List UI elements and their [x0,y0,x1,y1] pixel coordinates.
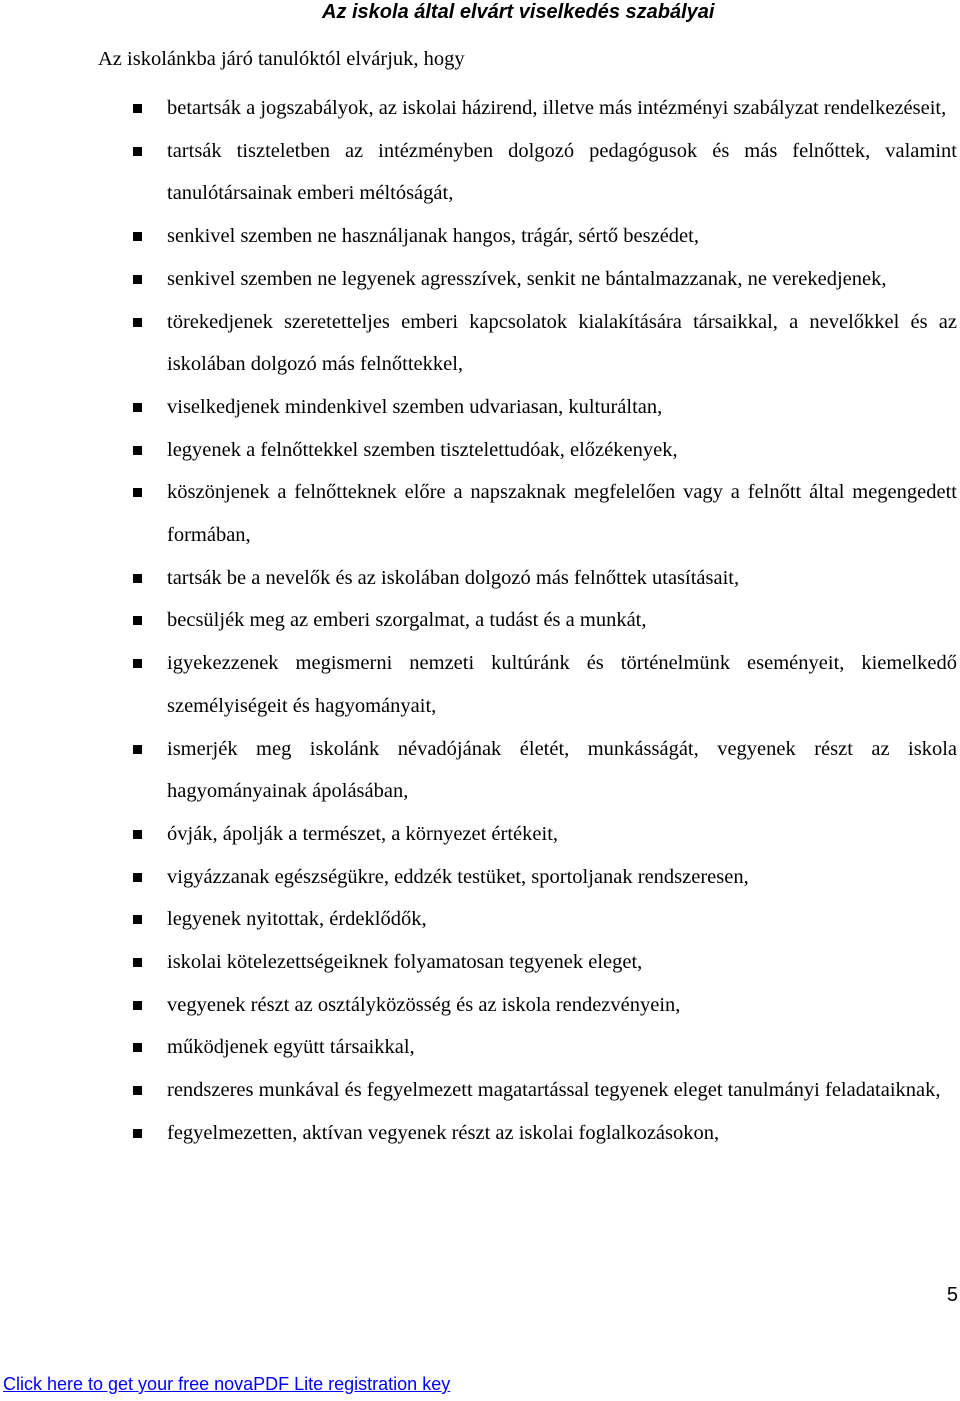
rule-text: becsüljék meg az emberi szorgalmat, a tudást és a munkát, [167,609,647,632]
rule-text: senkivel szemben ne legyenek agresszívek, senkit ne bántalmazzanak, ne verekedjenek, [167,267,887,290]
rule-text: vegyenek részt az osztályközösség és az iskola rendezvényein, [167,993,681,1016]
square-bullet-icon [133,659,142,668]
square-bullet-icon [133,873,142,882]
rule-item [0,984,960,1027]
rule-item [0,471,960,556]
square-bullet-icon [133,147,142,156]
rule-item [0,386,960,429]
square-bullet-icon [133,275,142,284]
rule-text: vigyázzanak egészségükre, eddzék testüket, sportoljanak rendszeresen, [167,865,749,888]
rule-text: tartsák be a nevelők és az iskolában dolgozó más felnőttek utasításait, [167,566,740,589]
rule-item [0,301,960,386]
rule-text: viselkedjenek mindenkivel szemben udvariasan, kulturáltan, [167,395,663,418]
square-bullet-icon [133,1043,142,1052]
square-bullet-icon [133,1086,142,1095]
square-bullet-icon [133,958,142,967]
rule-item [0,258,960,301]
square-bullet-icon [133,104,142,113]
rule-text: igyekezzenek megismerni nemzeti kultúránk és történelmünk eseményeit, kiemelkedő személyiségeit és hagyományait, [167,652,957,717]
rule-text: óvják, ápolják a természet, a környezet értékeit, [167,822,559,845]
square-bullet-icon [133,745,142,754]
novapdf-registration-link[interactable]: Click here to get your free novaPDF Lite registration key [3,1374,451,1394]
rule-item [0,856,960,899]
rule-text: köszönjenek a felnőtteknek előre a napszaknak megfelelően vagy a felnőtt által megengedett formában, [167,481,957,547]
rule-item [0,1026,960,1069]
page-number: 5 [946,1284,958,1306]
rule-text: ismerjék meg iskolánk névadójának életét, munkásságát, vegyenek részt az iskola hagyományainak ápolásában, [167,737,957,803]
rule-item [0,130,960,215]
rule-item [0,1112,960,1155]
rule-item [0,1069,960,1112]
square-bullet-icon [133,318,142,327]
rule-text: senkivel szemben ne használjanak hangos, trágár, sértő beszédet, [167,225,699,248]
rule-item [0,941,960,984]
rule-item [0,813,960,856]
rule-item [0,429,960,472]
rule-text: rendszeres munkával és fegyelmezett magatartással tegyenek eleget tanulmányi feladataiknak, [167,1079,941,1102]
square-bullet-icon [133,488,142,497]
square-bullet-icon [133,915,142,924]
rule-item [0,215,960,258]
rule-text: tartsák tiszteletben az intézményben dolgozó pedagógusok és más felnőttek, valamint tanulótársainak emberi méltóságát, [167,139,957,205]
square-bullet-icon [133,1001,142,1010]
intro-text: Az iskolánkba járó tanulóktól elvárjuk, hogy [98,48,465,70]
rule-item [0,599,960,642]
square-bullet-icon [133,446,142,455]
square-bullet-icon [133,232,142,241]
square-bullet-icon [133,1129,142,1138]
rule-text: törekedjenek szeretetteljes emberi kapcsolatok kialakítására társaikkal, a nevelőkkel és az iskolában dolgozó más felnőttekkel, [167,310,957,376]
square-bullet-icon [133,574,142,583]
rule-text: betartsák a jogszabályok, az iskolai házirend, illetve más intézményi szabályzat rendelkezéseit, [167,97,947,119]
rule-item [0,898,960,941]
rule-text: legyenek nyitottak, érdeklődők, [167,908,427,931]
page-title: Az iskola által elvárt viselkedés szabályai [322,1,715,23]
square-bullet-icon [133,616,142,625]
rule-text: működjenek együtt társaikkal, [167,1036,415,1059]
rule-text: iskolai kötelezettségeiknek folyamatosan tegyenek eleget, [167,951,643,974]
square-bullet-icon [133,403,142,412]
rule-text: fegyelmezetten, aktívan vegyenek részt az iskolai foglalkozásokon, [167,1121,720,1144]
square-bullet-icon [133,830,142,839]
rule-item [0,642,960,727]
rule-text: legyenek a felnőttekkel szemben tisztelettudóak, előzékenyek, [167,438,678,461]
rule-item [0,728,960,813]
rule-item [0,87,960,130]
rule-item [0,557,960,600]
rules-list [0,87,960,1155]
